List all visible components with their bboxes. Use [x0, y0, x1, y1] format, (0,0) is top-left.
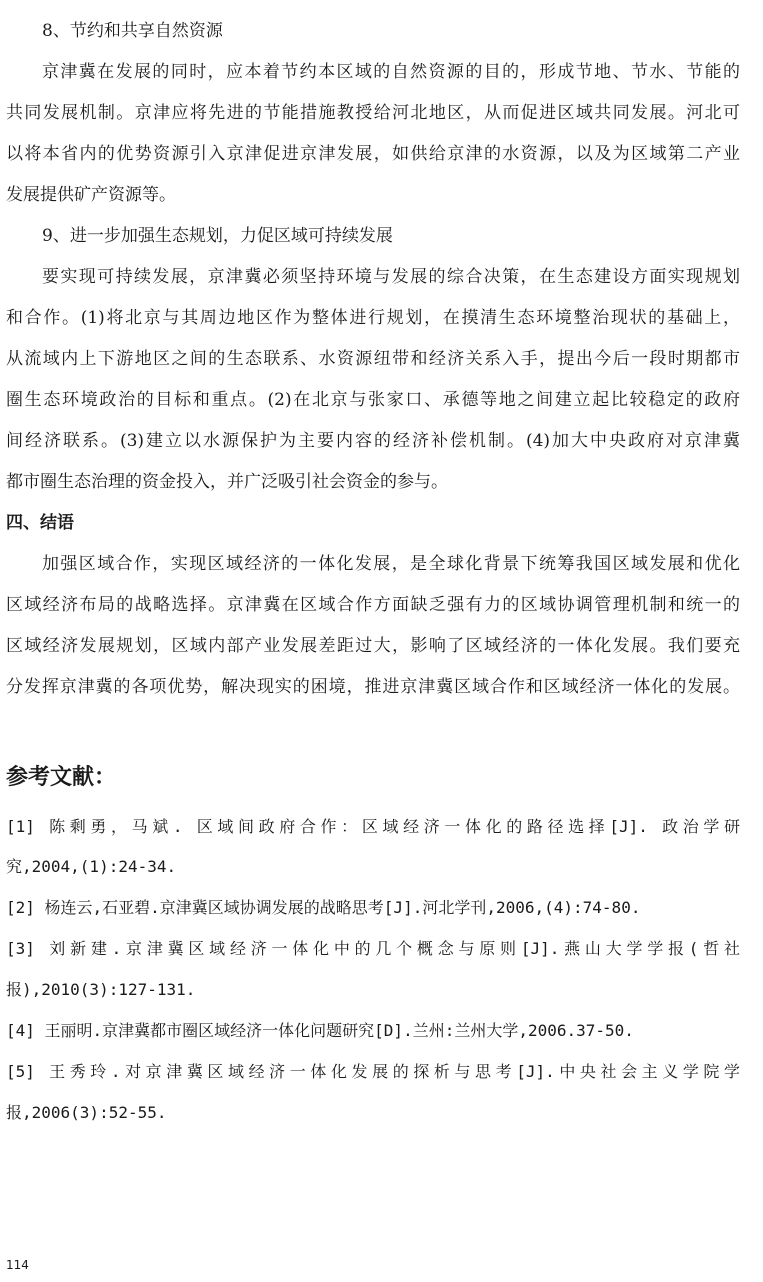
- reference-3-line-2: 报),2010(3):127-131.: [6, 980, 196, 999]
- section-9-line-5: 间经济联系。(3)建立以水源保护为主要内容的经济补偿机制。(4)加大中央政府对京津冀: [6, 431, 740, 451]
- reference-1-line-2: 究,2004,(1):24-34.: [6, 857, 177, 876]
- section-8-line-4: 发展提供矿产资源等。: [6, 185, 176, 205]
- section-9-line-2: 和合作。(1)将北京与其周边地区作为整体进行规划，在摸清生态环境整治现状的基础上，: [6, 308, 740, 328]
- section-9-line-6: 都市圈生态治理的资金投入，并广泛吸引社会资金的参与。: [6, 472, 448, 492]
- page-number: 114: [6, 1258, 29, 1272]
- reference-5-line-1: [5] 王秀玲.对京津冀区域经济一体化发展的探析与思考[J].中央社会主义学院学: [6, 1062, 740, 1081]
- reference-3-line-1: [3] 刘新建.京津冀区域经济一体化中的几个概念与原则[J].燕山大学学报(哲社: [6, 939, 740, 958]
- section-9-line-3: 从流域内上下游地区之间的生态联系、水资源纽带和经济关系入手，提出今后一段时期都市: [6, 349, 740, 369]
- reference-5-line-2: 报,2006(3):52-55.: [6, 1103, 167, 1122]
- section-8-line-2: 共同发展机制。京津应将先进的节能措施教授给河北地区，从而促进区域共同发展。河北可: [6, 103, 740, 123]
- reference-1-line-1: [1] 陈剩勇，马斌. 区域间政府合作：区域经济一体化的路径选择[J]. 政治学研: [6, 817, 740, 836]
- conclusion-line-1: 加强区域合作，实现区域经济的一体化发展，是全球化背景下统筹我国区域发展和优化: [42, 554, 740, 574]
- conclusion-line-3: 区域经济发展规划，区域内部产业发展差距过大，影响了区域经济的一体化发展。我们要充: [6, 636, 740, 656]
- section-9-heading: 9、进一步加强生态规划，力促区域可持续发展: [42, 226, 393, 246]
- conclusion-line-4: 分发挥京津冀的各项优势，解决现实的困境，推进京津冀区域合作和区域经济一体化的发展。: [6, 677, 740, 697]
- conclusion-line-2: 区域经济布局的战略选择。京津冀在区域合作方面缺乏强有力的区域协调管理机制和统一的: [6, 595, 740, 615]
- section-9-line-4: 圈生态环境政治的目标和重点。(2)在北京与张家口、承德等地之间建立起比较稳定的政府: [6, 390, 740, 410]
- reference-4: [4] 王丽明.京津冀都市圈区域经济一体化问题研究[D].兰州:兰州大学,2006.37-50.: [6, 1021, 634, 1040]
- references-heading: 参考文献：: [6, 765, 117, 790]
- section-9-line-1: 要实现可持续发展，京津冀必须坚持环境与发展的综合决策，在生态建设方面实现规划: [42, 267, 740, 287]
- section-8-heading: 8、节约和共享自然资源: [42, 21, 223, 41]
- reference-2: [2] 杨连云,石亚碧.京津冀区域协调发展的战略思考[J].河北学刊,2006,(4):74-80.: [6, 898, 641, 917]
- section-8-line-3: 以将本省内的优势资源引入京津促进京津发展，如供给京津的水资源，以及为区域第二产业: [6, 144, 740, 164]
- section-8-line-1: 京津冀在发展的同时，应本着节约本区域的自然资源的目的，形成节地、节水、节能的: [42, 62, 740, 82]
- conclusion-heading: 四、结语: [6, 513, 74, 533]
